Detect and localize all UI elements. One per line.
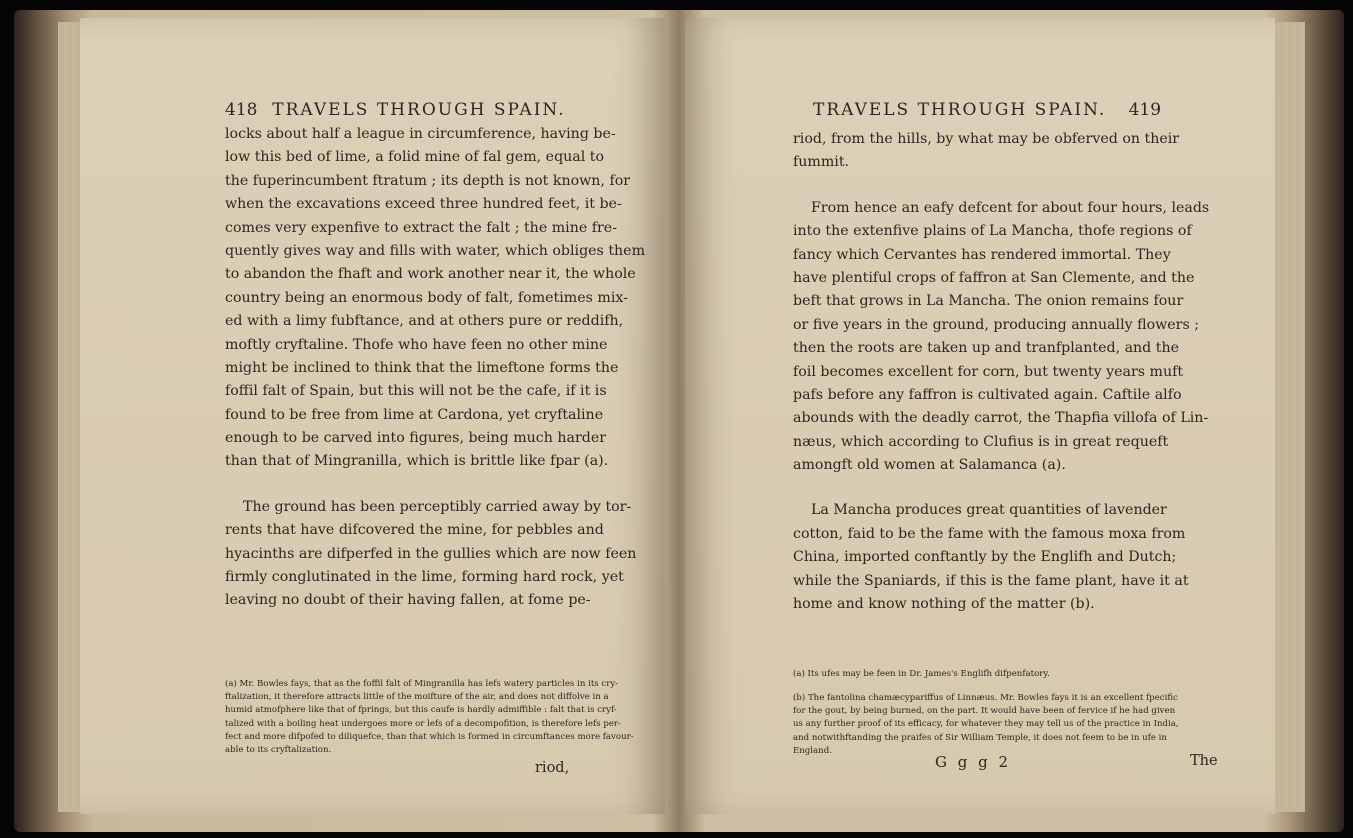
text-line: riod, from the hills, by what may be obferved on their xyxy=(793,131,1180,147)
text-line: firmly conglutinated in the lime, forming hard rock, yet xyxy=(225,569,624,586)
text-line: locks about half a league in circumference, having be- xyxy=(225,126,616,142)
text-line: rents that have difcovered the mine, for pebbles and xyxy=(225,522,604,539)
text-line: cotton, faid to be the fame with the famous moxa from xyxy=(793,525,1186,542)
text-line: amongft old women at Salamanca (a). xyxy=(793,457,1066,474)
left-catchword: riod, xyxy=(535,760,570,776)
left-page-edges xyxy=(58,22,80,812)
right-footnote-a xyxy=(793,668,1050,681)
text-line: moftly cryftaline. Thofe who have feen no other mine xyxy=(225,336,608,353)
text-line: or five years in the ground, producing annually flowers ; xyxy=(793,316,1200,333)
text-line: comes very expenfive to extract the falt ; the mine fre- xyxy=(225,219,617,236)
footnote-line: fect and more difpofed to diliquefce, than that which is formed in circumftances more favour- xyxy=(225,731,634,742)
footnote-line: (a) Mr. Bowles fays, that as the foffil falt of Mingranilla has lefs watery particles in its cry- xyxy=(225,679,619,689)
right-head-title: TRAVELS THROUGH SPAIN. xyxy=(813,100,1107,120)
text-line: China, imported conftantly by the Englifh and Dutch; xyxy=(793,549,1177,566)
left-head-title: TRAVELS THROUGH SPAIN. xyxy=(272,100,566,120)
text-line: country being an enormous body of falt, fometimes mix- xyxy=(225,289,628,306)
text-line: foffil falt of Spain, but this will not be the cafe, if it is xyxy=(225,383,607,400)
footnote-line: England. xyxy=(793,745,832,756)
right-page xyxy=(685,18,1275,814)
text-line: pafs before any faffron is cultivated again. Caftile alfo xyxy=(793,386,1182,403)
footnote-line: able to its cryftalization. xyxy=(225,745,332,756)
text-line: La Mancha produces great quantities of lavender xyxy=(811,502,1167,519)
text-line: then the roots are taken up and tranfplanted, and the xyxy=(793,340,1180,357)
text-line: ed with a limy fubftance, and at others pure or reddifh, xyxy=(225,313,624,330)
text-line: home and know nothing of the matter (b). xyxy=(793,596,1095,613)
text-line: abounds with the deadly carrot, the Thapfia villofa of Lin- xyxy=(793,410,1209,427)
text-line: næus, which according to Clufius is in great requeft xyxy=(793,433,1169,450)
left-page-number: 418 xyxy=(225,100,258,120)
footnote-line: for the gout, by being burned, on the part. It would have been of fervice if he had given xyxy=(793,706,1176,717)
right-catchword: The xyxy=(1190,753,1218,769)
text-line: low this bed of lime, a folid mine of fal gem, equal to xyxy=(225,149,605,166)
footnote-line: (b) The fantolina chamæcypariffus of Linnæus. Mr. Bowles fays it is an excellent fpecific xyxy=(793,693,1178,703)
left-running-head xyxy=(225,100,566,120)
text-line: fummit. xyxy=(793,154,850,171)
footnote-line: and notwithftanding the praifes of Sir William Temple, it does not feem to be in ufe in xyxy=(793,732,1167,743)
text-line: quently gives way and fills with water, which obliges them xyxy=(225,242,646,259)
text-line: The ground has been perceptibly carried away by tor- xyxy=(243,498,632,515)
text-line: have plentiful crops of faffron at San Clemente, and the xyxy=(793,269,1195,286)
text-line: beft that grows in La Mancha. The onion remains four xyxy=(793,293,1184,310)
text-line: fancy which Cervantes has rendered immortal. They xyxy=(793,246,1171,263)
right-footnote-b xyxy=(793,692,1179,758)
right-page-edges xyxy=(1275,22,1305,812)
left-footnote xyxy=(225,678,634,757)
text-line: than that of Mingranilla, which is brittle like fpar (a). xyxy=(225,453,609,470)
footnote-line: talized with a boiling heat undergoes more or lefs of a decompofition, is therefore lefs per- xyxy=(225,718,621,729)
text-line: into the extenfive plains of La Mancha, thofe regions of xyxy=(793,223,1192,240)
signature-mark: G g g 2 xyxy=(935,753,1012,771)
text-line: found to be free from lime at Cardona, yet cryftaline xyxy=(225,406,604,423)
text-line: foil becomes excellent for corn, but twenty years muft xyxy=(793,363,1184,380)
text-line: the fuperincumbent ftratum ; its depth is not known, for xyxy=(225,172,631,189)
footnote-line: humid atmofphere like that of fprings, but this caufe is hardly admiffible : falt that is cryf- xyxy=(225,705,617,716)
text-line: when the excavations exceed three hundred feet, it be- xyxy=(225,196,622,213)
right-body xyxy=(793,128,1223,616)
text-line: From hence an eafy defcent for about four hours, leads xyxy=(811,199,1210,216)
footnote-line: ftalization, it therefore attracts little of the moifture of the air, and does not diffolve in a xyxy=(225,692,609,703)
footnote-line: (a) Its ufes may be feen in Dr. James's Englifh difpenfatory. xyxy=(793,669,1050,679)
text-line: enough to be carved into figures, being much harder xyxy=(225,430,607,447)
text-line: might be inclined to think that the limeftone forms the xyxy=(225,359,619,376)
right-page-number: 419 xyxy=(1128,100,1162,120)
text-line: leaving no doubt of their having fallen, at fome pe- xyxy=(225,592,591,609)
text-line: to abandon the fhaft and work another near it, the whole xyxy=(225,266,636,283)
footnote-line: us any further proof of its efficacy, for whatever they may tell us of the practice in India, xyxy=(793,719,1179,730)
left-body xyxy=(225,123,645,613)
text-line: hyacinths are difperfed in the gullies which are now feen xyxy=(225,545,637,562)
right-running-head xyxy=(813,100,1161,120)
text-line: while the Spaniards, if this is the fame plant, have it at xyxy=(793,572,1189,589)
left-page xyxy=(80,18,665,814)
